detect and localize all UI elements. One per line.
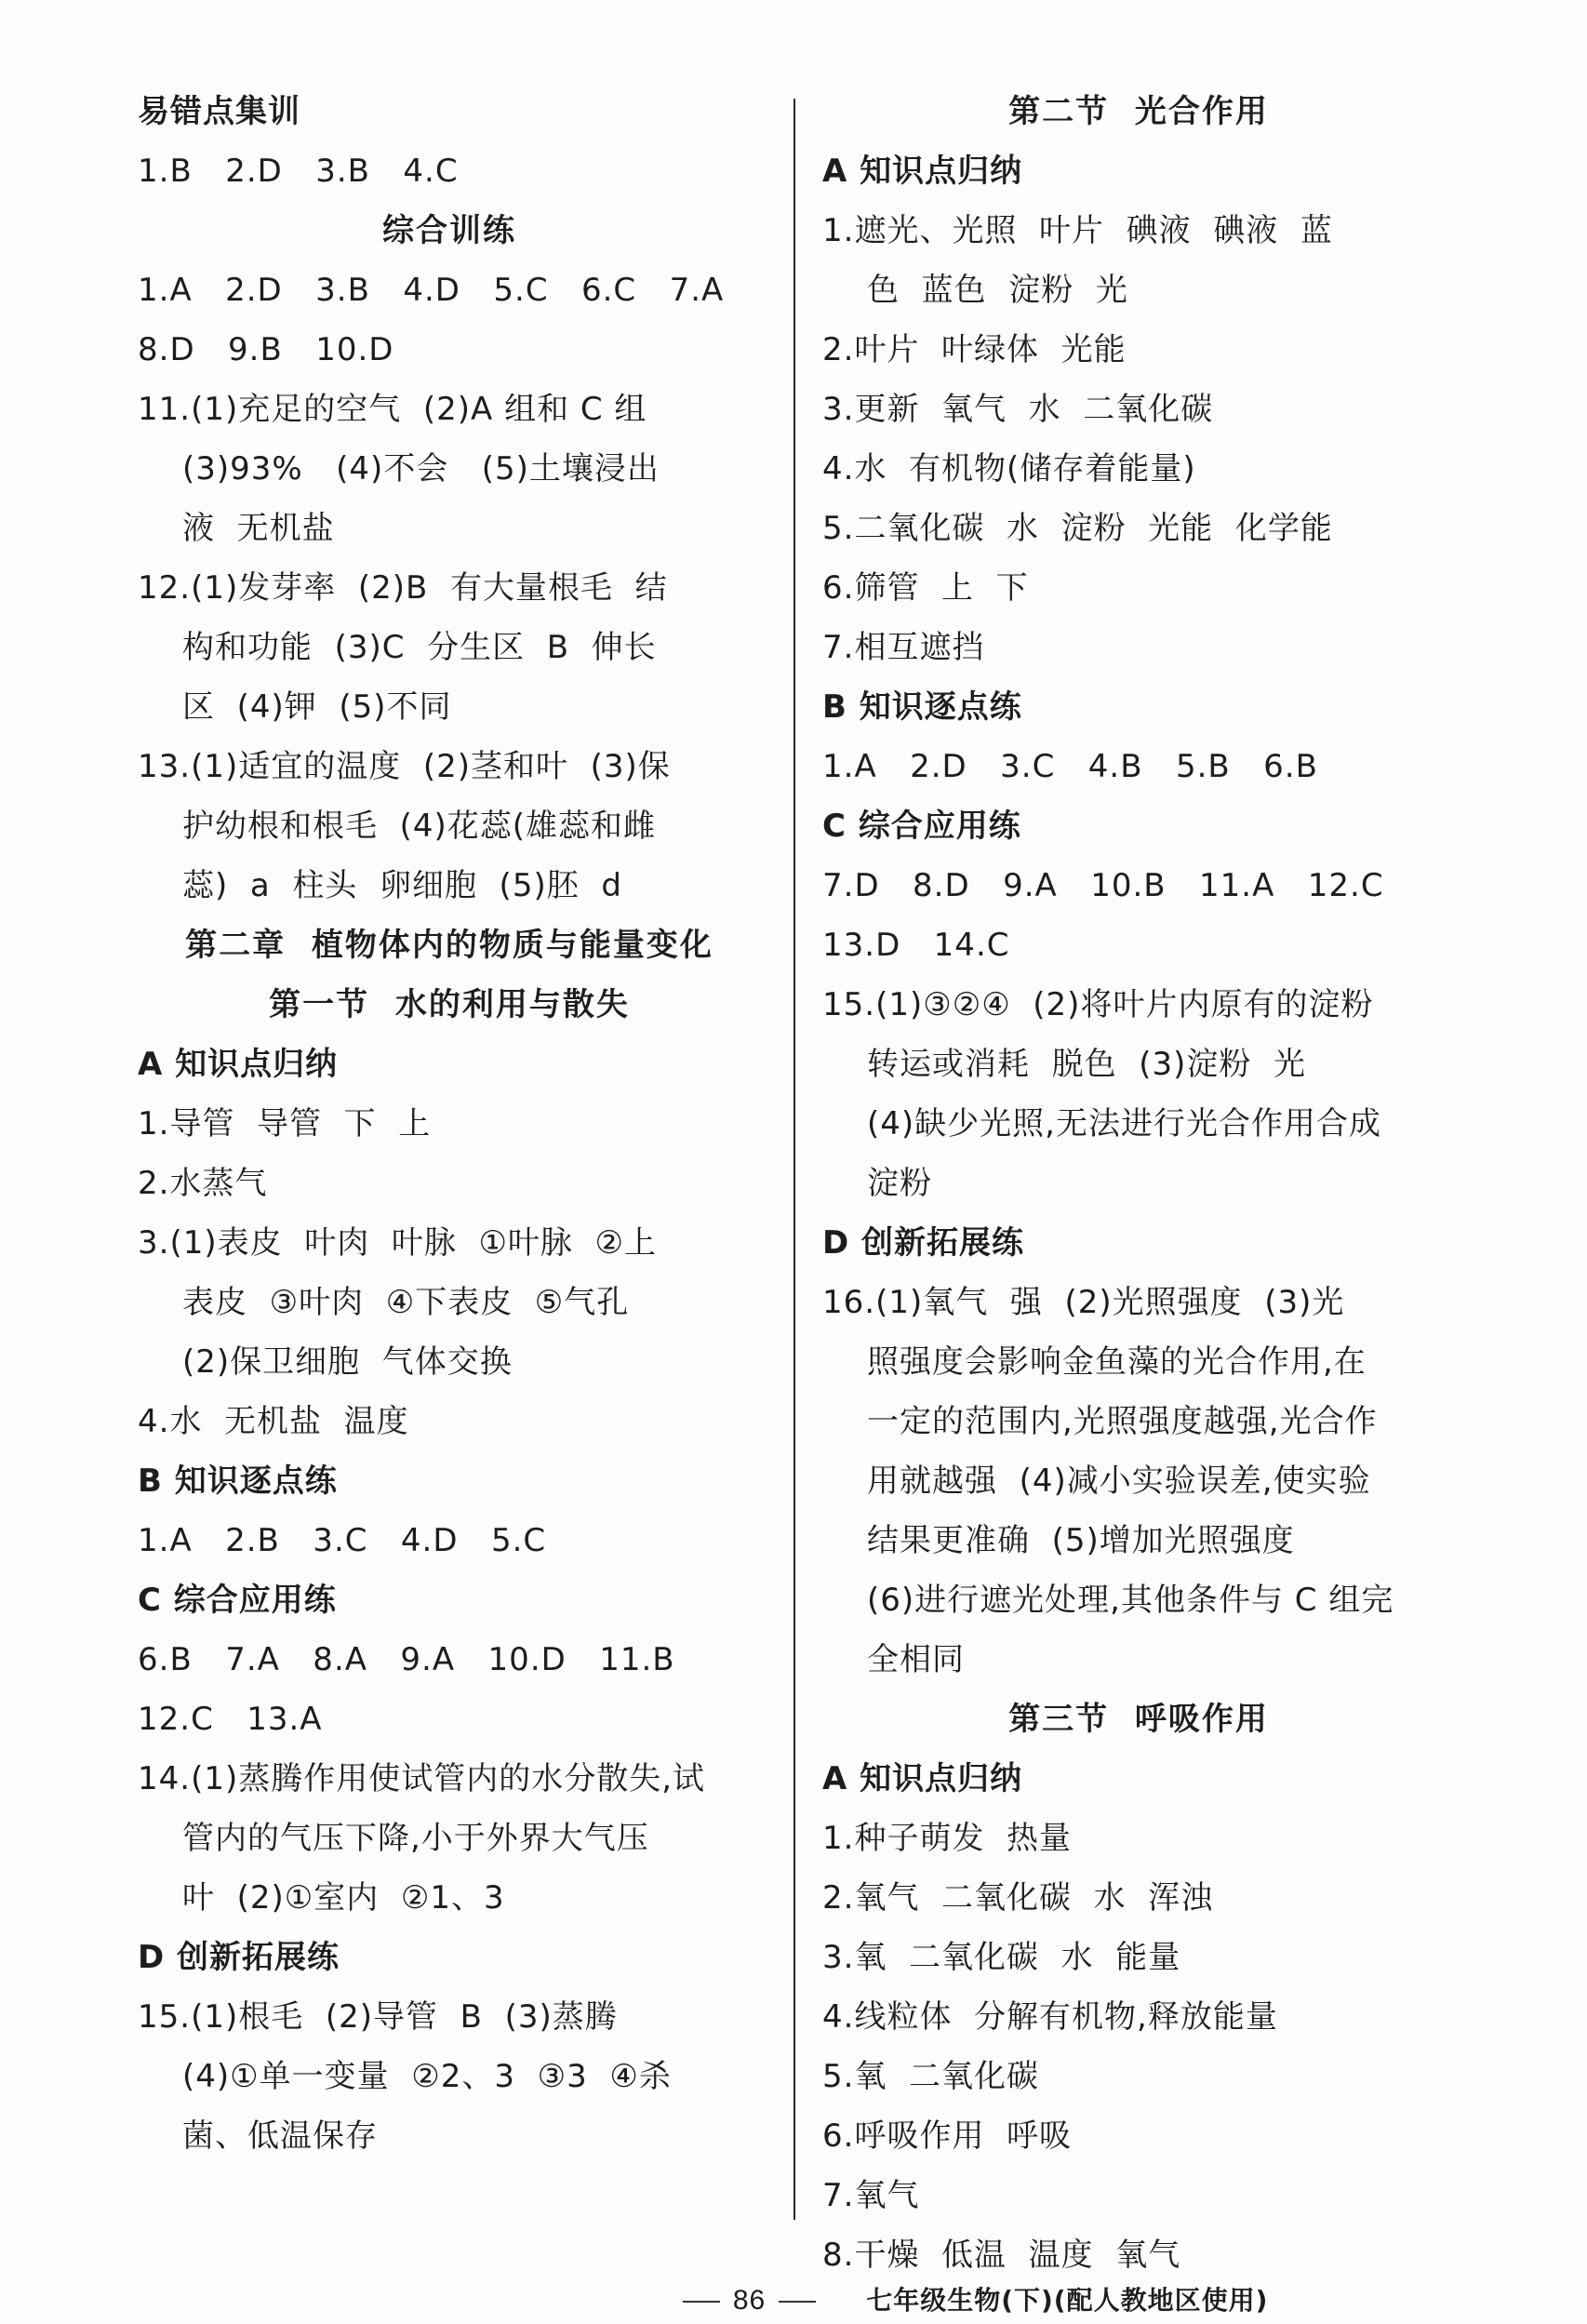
section-heading: A 知识点归纳: [138, 1046, 339, 1083]
page-footer: [651, 2231, 1581, 2316]
section-heading: A 知识点归纳: [822, 1760, 1023, 1797]
answer-line: 3.(1)表皮 叶肉 叶脉 ①叶脉 ②上: [138, 1224, 658, 1262]
section-heading: C 综合应用练: [138, 1582, 337, 1619]
section-heading: 第一节 水的利用与散失: [269, 986, 630, 1023]
answer-line: 液 无机盐: [182, 510, 335, 547]
answer-line: 4.水 无机盐 温度: [138, 1403, 409, 1440]
answer-line: 1.导管 导管 下 上: [138, 1105, 432, 1142]
answer-line: 蕊) a 柱头 卵细胞 (5)胚 d: [182, 867, 622, 904]
answer-line: 4.线粒体 分解有机物,释放能量: [822, 1998, 1278, 2036]
answer-line: 结果更准确 (5)增加光照强度: [867, 1522, 1295, 1559]
answer-line: (4)①单一变量 ②2、3 ③3 ④杀: [182, 2058, 672, 2095]
answer-line: (2)保卫细胞 气体交换: [182, 1343, 513, 1381]
answer-line: 11.(1)充足的空气 (2)A 组和 C 组: [138, 391, 647, 428]
column-divider: [794, 99, 795, 2220]
answer-line: 转运或消耗 脱色 (3)淀粉 光: [867, 1046, 1307, 1083]
answer-line: 12.(1)发芽率 (2)B 有大量根毛 结: [138, 569, 668, 607]
footer-dash-left: [683, 2301, 720, 2303]
page-number: 86: [732, 2285, 767, 2316]
answer-line: 1.A 2.B 3.C 4.D 5.C: [138, 1522, 547, 1559]
answer-line: (6)进行遮光处理,其他条件与 C 组完: [867, 1582, 1394, 1619]
answer-line: 6.B 7.A 8.A 9.A 10.D 11.B: [138, 1641, 675, 1678]
answer-line: 区 (4)钾 (5)不同: [182, 688, 452, 726]
answer-line: 7.氧气: [822, 2177, 920, 2214]
footer-dash-right: [779, 2301, 816, 2303]
answer-line: 3.更新 氧气 水 二氧化碳: [822, 391, 1214, 428]
section-heading: 第三节 呼吸作用: [1008, 1701, 1269, 1738]
section-heading: D 创新拓展练: [138, 1939, 340, 1976]
answer-line: 7.相互遮挡: [822, 629, 985, 666]
answer-line: 全相同: [867, 1641, 965, 1678]
answer-line: 表皮 ③叶肉 ④下表皮 ⑤气孔: [182, 1284, 630, 1321]
answer-line: 6.筛管 上 下: [822, 569, 1029, 607]
answer-line: 构和功能 (3)C 分生区 B 伸长: [182, 629, 657, 666]
right-column: [822, 82, 1455, 2285]
answer-line: 2.氧气 二氧化碳 水 浑浊: [822, 1879, 1214, 1917]
answer-line: 8.干燥 低温 温度 氧气: [822, 2237, 1181, 2274]
answer-line: 6.呼吸作用 呼吸: [822, 2117, 1073, 2155]
answer-line: 1.遮光、光照 叶片 碘液 碘液 蓝: [822, 212, 1333, 249]
answer-line: 1.种子萌发 热量: [822, 1820, 1073, 1857]
book-title: 七年级生物(下)(配人教地区使用): [866, 2285, 1269, 2316]
answer-line: 用就越强 (4)减小实验误差,使实验: [867, 1463, 1371, 1500]
left-column: [138, 82, 761, 2166]
section-heading: 易错点集训: [138, 93, 300, 130]
answer-line: 1.A 2.D 3.C 4.B 5.B 6.B: [822, 748, 1318, 785]
answer-line: 护幼根和根毛 (4)花蕊(雄蕊和雌: [182, 808, 657, 845]
answer-line: 叶 (2)①室内 ②1、3: [182, 1879, 505, 1917]
section-heading: C 综合应用练: [822, 808, 1021, 845]
section-heading: 第二章 植物体内的物质与能量变化: [185, 927, 713, 964]
answer-line: 淀粉: [867, 1165, 932, 1202]
answer-line: 16.(1)氧气 强 (2)光照强度 (3)光: [822, 1284, 1345, 1321]
answer-line: 2.叶片 叶绿体 光能: [822, 331, 1127, 368]
answer-line: 4.水 有机物(储存着能量): [822, 450, 1196, 488]
answer-line: 色 蓝色 淀粉 光: [867, 272, 1128, 309]
answer-line: 菌、低温保存: [182, 2117, 378, 2155]
answer-line: 2.水蒸气: [138, 1165, 268, 1202]
section-heading: D 创新拓展练: [822, 1224, 1025, 1262]
answer-line: 1.A 2.D 3.B 4.D 5.C 6.C 7.A: [138, 272, 725, 309]
answer-line: 5.二氧化碳 水 淀粉 光能 化学能: [822, 510, 1333, 547]
section-heading: A 知识点归纳: [822, 153, 1023, 190]
answer-line: 15.(1)③②④ (2)将叶片内原有的淀粉: [822, 986, 1374, 1023]
section-heading: B 知识逐点练: [138, 1463, 338, 1500]
answer-line: 15.(1)根毛 (2)导管 B (3)蒸腾: [138, 1998, 618, 2036]
answer-line: 照强度会影响金鱼藻的光合作用,在: [867, 1343, 1367, 1381]
section-heading: 第二节 光合作用: [1008, 93, 1269, 130]
answer-line: (4)缺少光照,无法进行光合作用合成: [867, 1105, 1381, 1142]
section-heading: B 知识逐点练: [822, 688, 1022, 726]
answer-line: (3)93% (4)不会 (5)土壤浸出: [182, 450, 660, 488]
answer-line: 3.氧 二氧化碳 水 能量: [822, 1939, 1181, 1976]
answer-line: 1.B 2.D 3.B 4.C: [138, 153, 459, 190]
answer-line: 14.(1)蒸腾作用使试管内的水分散失,试: [138, 1760, 706, 1797]
answer-line: 12.C 13.A: [138, 1701, 323, 1738]
answer-line: 5.氧 二氧化碳: [822, 2058, 1040, 2095]
answer-line: 一定的范围内,光照强度越强,光合作: [867, 1403, 1378, 1440]
answer-line: 7.D 8.D 9.A 10.B 11.A 12.C: [822, 867, 1384, 904]
answer-line: 13.D 14.C: [822, 927, 1010, 964]
answer-line: 13.(1)适宜的温度 (2)茎和叶 (3)保: [138, 748, 671, 785]
answer-line: 管内的气压下降,小于外界大气压: [182, 1820, 649, 1857]
section-heading: 综合训练: [382, 212, 516, 249]
answer-line: 8.D 9.B 10.D: [138, 331, 394, 368]
